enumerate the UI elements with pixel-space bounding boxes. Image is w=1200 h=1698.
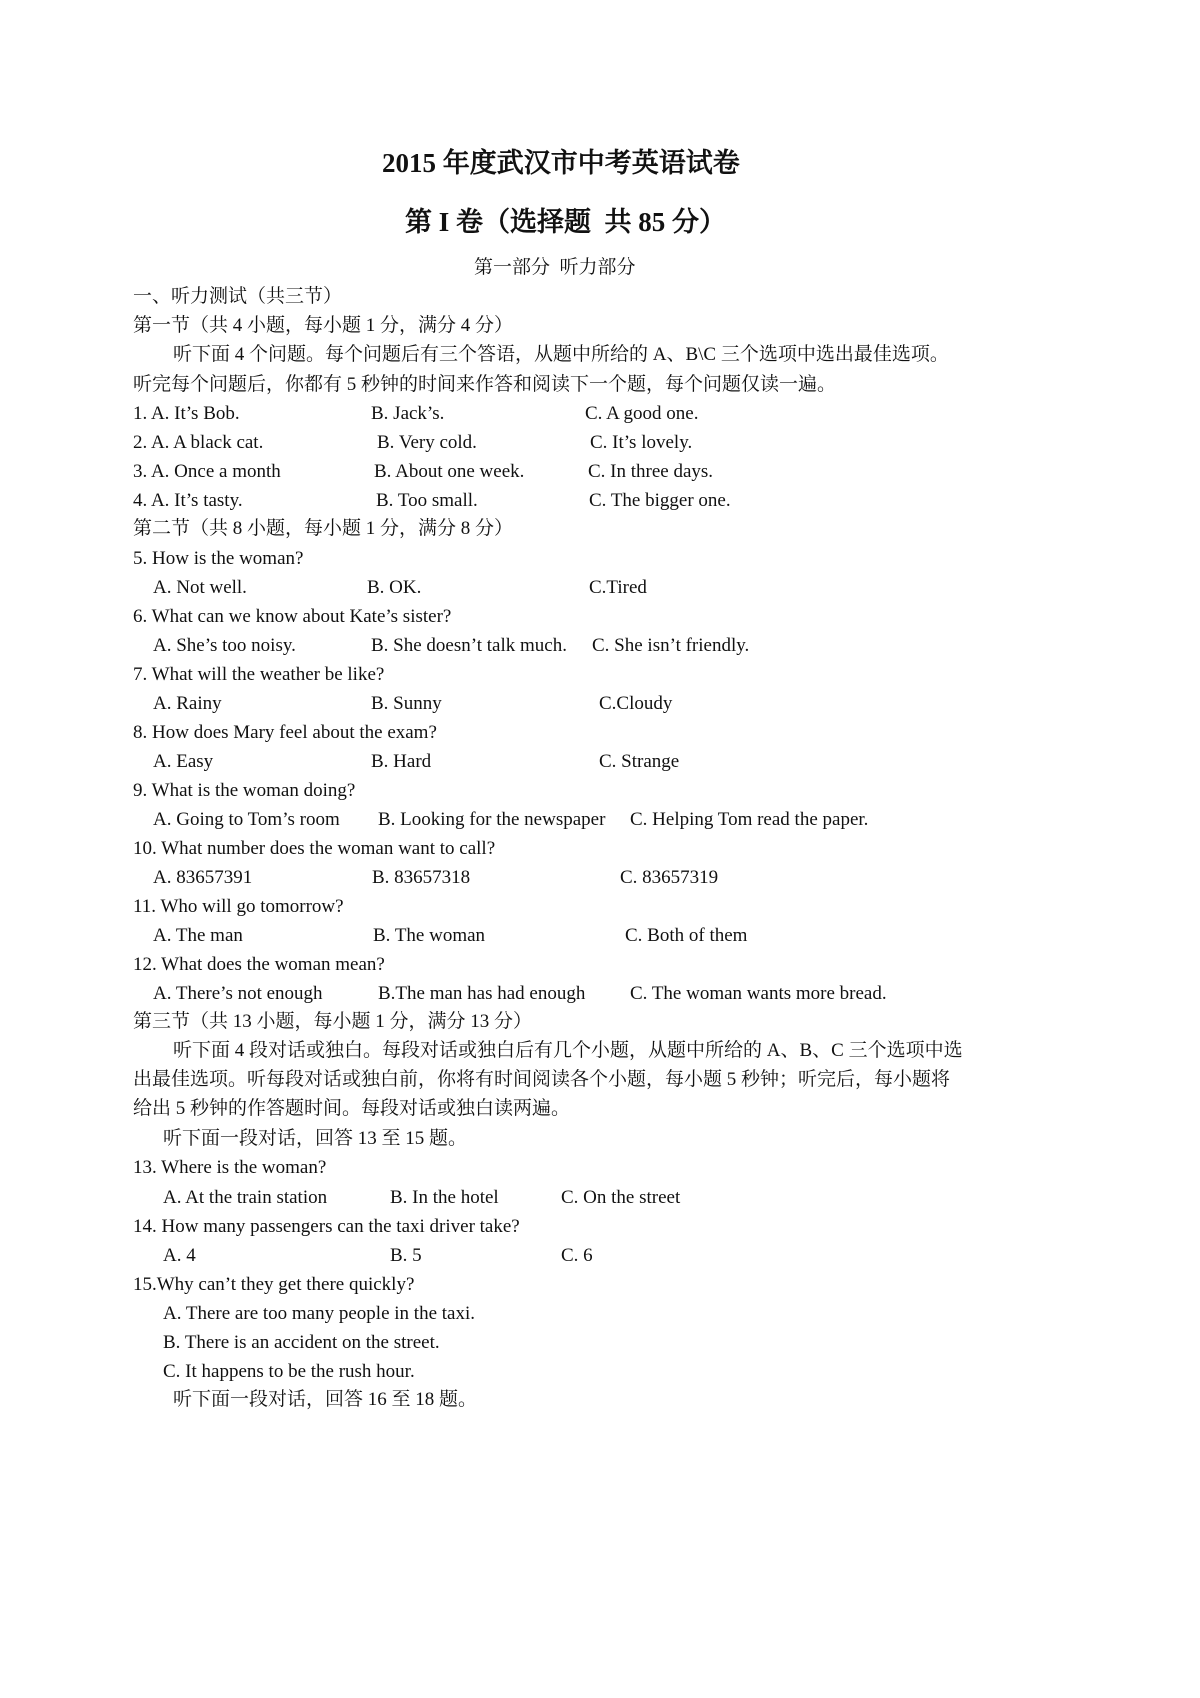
q11-option-c: C. Both of them (625, 925, 748, 946)
q1-option-a: 1. A. It’s Bob. (133, 403, 240, 424)
q12-question: 12. What does the woman mean? (133, 954, 385, 975)
q8-option-b: B. Hard (371, 751, 432, 772)
q7-option-c: C.Cloudy (599, 693, 673, 714)
section3-instructions-line2: 出最佳选项。听每段对话或独白前，你将有时间阅读各个小题，每小题 5 秒钟；听完后，每小题将 (133, 1069, 951, 1090)
q10-option-c: C. 83657319 (620, 867, 719, 888)
q10-option-b: B. 83657318 (372, 867, 471, 888)
page-title: 2015 年度武汉市中考英语试卷 (382, 148, 740, 178)
q12-option-c: C. The woman wants more bread. (630, 983, 887, 1004)
dialog1-instruction: 听下面一段对话，回答 13 至 15 题。 (163, 1128, 468, 1149)
q2-option-a: 2. A. A black cat. (133, 432, 264, 453)
q9-option-b: B. Looking for the newspaper (378, 809, 606, 830)
section2-heading: 第二节（共 8 小题，每小题 1 分，满分 8 分） (133, 518, 514, 539)
q5-option-a: A. Not well. (153, 577, 247, 598)
q14-option-a: A. 4 (163, 1245, 196, 1266)
q15-option-b: B. There is an accident on the street. (163, 1332, 440, 1353)
section3-instructions-line1: 听下面 4 段对话或独白。每段对话或独白后有几个小题，从题中所给的 A、B、C 三个选项中选 (173, 1040, 963, 1061)
section-main-heading: 一、听力测试（共三节） (133, 286, 343, 307)
q9-option-a: A. Going to Tom’s room (153, 809, 340, 830)
section1-heading: 第一节（共 4 小题，每小题 1 分，满分 4 分） (133, 315, 514, 336)
q2-option-b: B. Very cold. (377, 432, 477, 453)
q6-question: 6. What can we know about Kate’s sister? (133, 606, 452, 627)
q8-option-c: C. Strange (599, 751, 680, 772)
q7-option-a: A. Rainy (153, 693, 222, 714)
q5-option-b: B. OK. (367, 577, 422, 598)
paper-subtitle: 第 I 卷（选择题 共 85 分） (405, 207, 727, 237)
section3-heading: 第三节（共 13 小题，每小题 1 分，满分 13 分） (133, 1011, 533, 1032)
q10-option-a: A. 83657391 (153, 867, 253, 888)
q7-option-b: B. Sunny (371, 693, 442, 714)
q13-option-c: C. On the street (561, 1187, 681, 1208)
q3-option-c: C. In three days. (588, 461, 714, 482)
section1-instructions-line2: 听完每个问题后，你都有 5 秒钟的时间来作答和阅读下一个题，每个问题仅读一遍。 (133, 374, 837, 395)
q6-option-c: C. She isn’t friendly. (592, 635, 750, 656)
q1-option-c: C. A good one. (585, 403, 699, 424)
q6-option-b: B. She doesn’t talk much. (371, 635, 567, 656)
q14-question: 14. How many passengers can the taxi driver take? (133, 1216, 520, 1237)
q14-option-b: B. 5 (390, 1245, 422, 1266)
part-title: 第一部分 听力部分 (474, 257, 636, 278)
q8-option-a: A. Easy (153, 751, 214, 772)
q15-option-c: C. It happens to be the rush hour. (163, 1361, 415, 1382)
q5-question: 5. How is the woman? (133, 548, 304, 569)
q1-option-b: B. Jack’s. (371, 403, 445, 424)
q8-question: 8. How does Mary feel about the exam? (133, 722, 437, 743)
q4-option-b: B. Too small. (376, 490, 478, 511)
q6-option-a: A. She’s too noisy. (153, 635, 296, 656)
q4-option-a: 4. A. It’s tasty. (133, 490, 243, 511)
q13-option-a: A. At the train station (163, 1187, 328, 1208)
q5-option-c: C.Tired (589, 577, 647, 598)
section1-instructions-line1: 听下面 4 个问题。每个问题后有三个答语，从题中所给的 A、B\C 三个选项中选出最佳选项。 (173, 344, 949, 365)
q10-question: 10. What number does the woman want to call? (133, 838, 496, 859)
q15-option-a: A. There are too many people in the taxi. (163, 1303, 475, 1324)
q11-option-a: A. The man (153, 925, 243, 946)
q9-option-c: C. Helping Tom read the paper. (630, 809, 869, 830)
q7-question: 7. What will the weather be like? (133, 664, 385, 685)
q9-question: 9. What is the woman doing? (133, 780, 356, 801)
q3-option-a: 3. A. Once a month (133, 461, 281, 482)
q13-question: 13. Where is the woman? (133, 1157, 327, 1178)
dialog2-instruction: 听下面一段对话，回答 16 至 18 题。 (173, 1389, 478, 1410)
q15-question: 15.Why can’t they get there quickly? (133, 1274, 415, 1295)
q11-option-b: B. The woman (373, 925, 486, 946)
q13-option-b: B. In the hotel (390, 1187, 499, 1208)
q12-option-a: A. There’s not enough (153, 983, 323, 1004)
q14-option-c: C. 6 (561, 1245, 593, 1266)
q4-option-c: C. The bigger one. (589, 490, 731, 511)
q2-option-c: C. It’s lovely. (590, 432, 693, 453)
q11-question: 11. Who will go tomorrow? (133, 896, 344, 917)
q3-option-b: B. About one week. (374, 461, 525, 482)
q12-option-b: B.The man has had enough (378, 983, 586, 1004)
section3-instructions-line3: 给出 5 秒钟的作答题时间。每段对话或独白读两遍。 (133, 1098, 571, 1119)
